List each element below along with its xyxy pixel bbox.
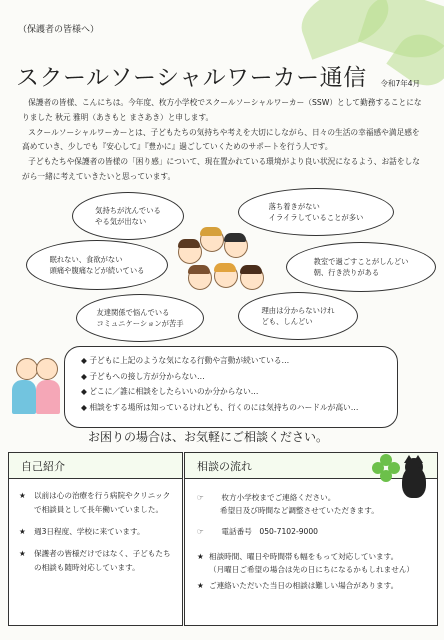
phone-number: 電話番号 050-7102-9000 [221,527,319,536]
intro-paragraph: 子どもたちや保護者の皆様の「困り感」について、現在置かれている環境がより良い状況になるよう、お話をしながら一緒に考えていきたいと思っています。 [22,157,420,181]
feeling-bubble: 眠れない、食欲がない 頭痛や腹痛などが続いている [26,240,168,290]
issue-date: 令和7年4月 [380,79,420,88]
concern-item: ◆ 子どもに上記のような気になる行動や言動が続いている… [81,353,397,369]
pointing-hand-icon: ☞ [197,527,204,536]
audience-label: （保護者の皆様へ） [18,25,100,35]
pointing-hand-icon: ☞ [197,493,204,502]
intro-text [22,96,424,185]
phone-number-row [197,525,429,538]
self-introduction-heading: 自己紹介 [9,453,182,479]
consultation-flow-heading: 相談の流れ [185,453,437,479]
page-title: スクールソーシャルワーカー通信 [16,65,367,92]
self-introduction-item: ★ 週3日程度、学校に来ています。 [19,525,174,539]
intro-paragraph: 保護者の皆様、こんにちは。今年度、枚方小学校でスクールソーシャルワーカー（SSW）として勤務することになりました 秋元 雅明（あきもと まさあき）と申します。 [22,98,422,122]
self-introduction-panel [8,452,183,626]
feeling-bubble: 理由は分からないけれ ども、しんどい [238,292,358,340]
children-illustration [178,228,266,298]
concern-item: ◆ 子どもへの接し方が分からない… [81,369,397,385]
consultation-note: ★ 相談時間、曜日や時間帯も幅をもって対応しています。 （月曜日ご希望の場合は先の日にちになるかもしれません） [197,550,429,576]
self-introduction-item: ★ 保護者の皆様だけではなく、子どもたちの相談も随時対応しています。 [19,547,174,575]
consultation-note: ★ ご連絡いただいた当日の相談は難しい場合があります。 [197,579,429,592]
feeling-bubble: 教室で過ごすことがしんどい 朝、行き渋りがある [286,242,436,292]
concern-item: ◆ 相談をする場所は知っているけれども、行くのには気持ちのハードルが高い… [81,400,397,416]
concern-box [64,346,398,428]
concern-item: ◆ どこに／誰に相談をしたらいいのか分からない… [81,384,397,400]
feeling-bubble: 友達関係で悩んでいる コミュニケーションが苦手 [76,294,204,342]
black-cat-icon [395,450,430,500]
intro-paragraph: スクールソーシャルワーカーとは、子どもたちの気持ちや考えを大切にしながら、日々の生活の幸福感や満足感を高めていき、少しでも『安心して』『豊かに』過ごしていくためのサポートを行う人です。 [22,127,420,152]
consultation-step-text: 枚方小学校までご連絡ください。 希望日及び時間など調整させていただきます。 [220,493,379,515]
parents-illustration [12,350,62,420]
feeling-bubble: 落ち着きがない イライラしていることが多い [238,188,394,236]
call-to-action: お困りの場合は、お気軽にご相談ください。 [88,430,329,444]
self-introduction-item: ★ 以前は心の治療を行う病院やクリニックで相談員として長年働いていました。 [19,489,174,517]
feeling-bubble: 気持ちが沈んでいる やる気が出ない [72,192,184,240]
